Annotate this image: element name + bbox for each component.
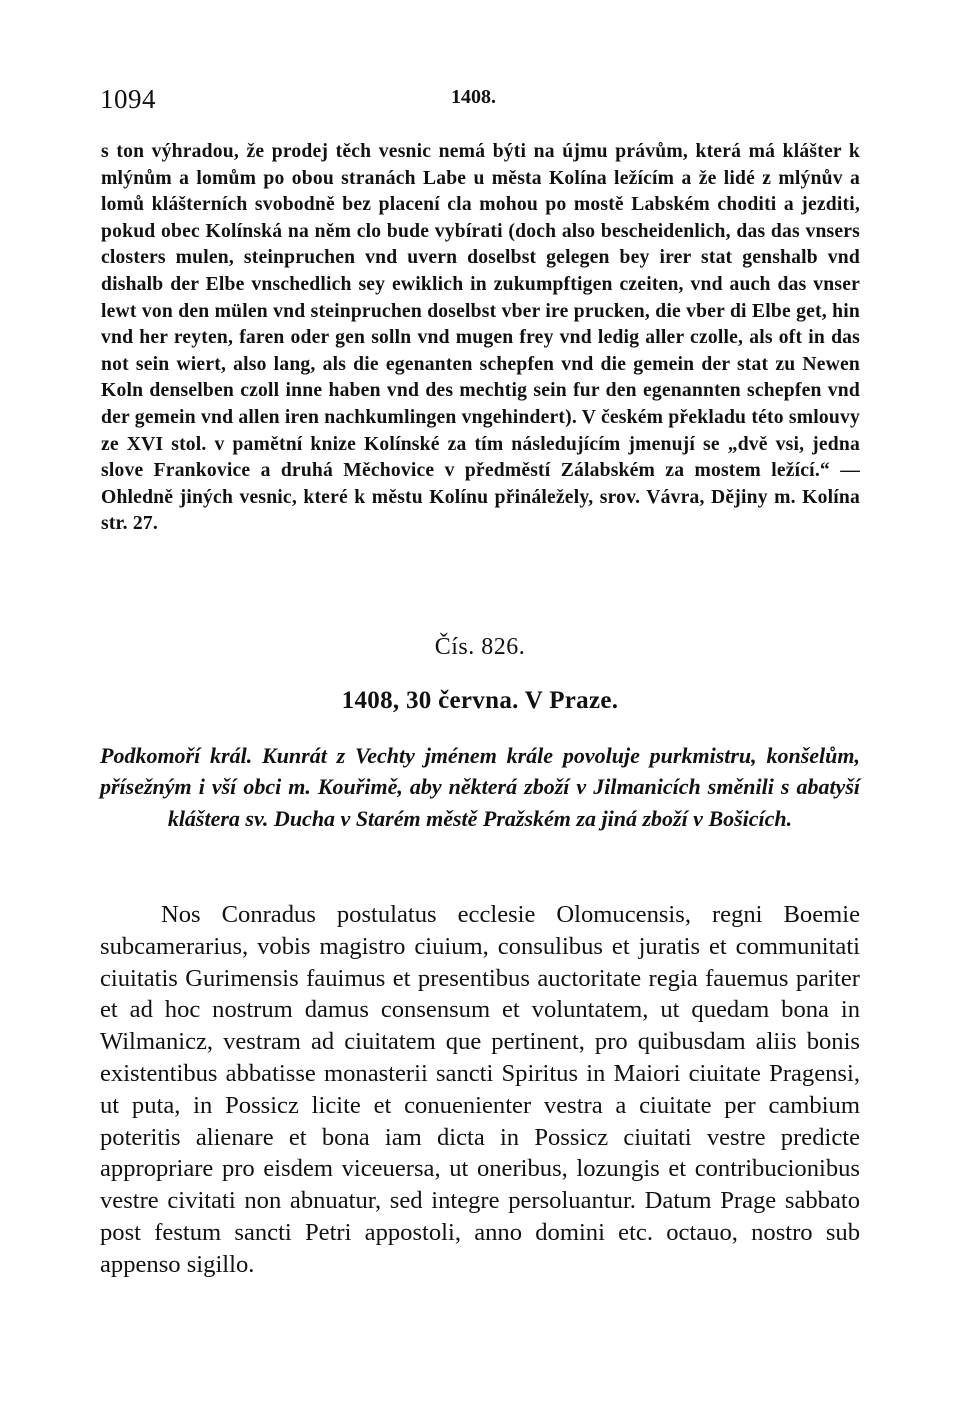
header-year: 1408. [451,86,496,108]
charter-text: Nos Conradus postulatus ecclesie Olomucensis, regni Boemie subcamerarius, vobis magistro ciuium, consulibus et juratis et communitati ciuitatis Gurimensis fauimus et presentibus auctoritate regia fauemus pariter et ad hoc nostrum damus consensum et voluntatem, ut quedam bona in Wilmanicz, vestram ad ciuitatem que pertinent, pro quibusdam aliis bonis existentibus abbatisse monasterii sancti Spiritus in Maiori ciuitate Pragensi, ut puta, in Possicz licite et conuenienter vestra a ciuitate per cambium poteritis alienare et bona iam dicta in Possicz ciuitati vestre predicte appropriare pro eisdem viceuersa, ut oneribus, lozungis et contribucionibus vestre civitati non abnuatur, sed integre persoluantur. Datum Prage sabbato post festum sancti Petri appostoli, anno domini etc. octauo, nostro sub appenso sigillo. [100,901,860,1278]
document-date-place: 1408, 30 června. V Praze. [341,687,619,714]
document-regest: Podkomoří král. Kunrát z Vechty jménem krále povoluje purkmistru, konšelům, přísežným i vší obci m. Kouřimě, aby některá zboží v Jilmanicích směnili s abatyší kláštera sv. Ducha v Starém městě Pražském za jiná zboží v Bošicích. [100,743,860,831]
document-number: Čís. 826. [434,634,526,660]
page-number: 1094 [100,84,156,114]
running-head [100,84,860,118]
commentary-note: s ton výhradou, že prodej těch vesnic nemá býti na újmu právům, která má klášter k mlýnům a lomům po obou stranách Labe u města Kolína ležícím a že lidé z mlýnův a lomů klášterních svobodně bez placení cla mohou po mostě Labském choditi a jezditi, pokud obec Kolínská na něm clo bude vybírati (doch also bescheidenlich, das das vnsers closters mulen, steinpruchen vnd uvern doselbst gelegen bey irer stat genshalb vnd dishalb der Elbe vnschedlich sey ewiklich in zukumpftigen czeiten, vnd auch das vnser lewt von den mülen vnd steinpruchen doselbst vber ire prucken, die vber di Elbe get, hin vnd her reyten, faren oder gen solln vnd mugen frey vnd ledig aller czolle, als oft in das not sein wiert, also lang, als die egenanten schepfen vnd die gemein der stat zu Newen Koln denselben czoll inne haben vnd des mechtig sein fur den egenannten schepfen vnd der gemein vnd allen iren nachkumlingen vngehindert). V českém překladu této smlouvy ze XVI stol. v pamětní knize Kolínské za tím následujícím jmenují se „dvě vsi, jedna slove Frankovice a druhá Měchovice v předměstí Zálabském za mostem ležící.“ — Ohledně jiných vesnic, které k městu Kolínu přináležely, srov. Vávra, Dějiny m. Kolína str. 27. [101,141,860,535]
